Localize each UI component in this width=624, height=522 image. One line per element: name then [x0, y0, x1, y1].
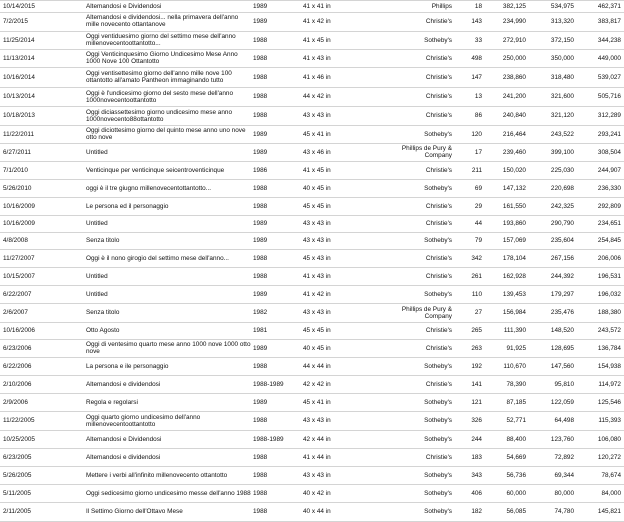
record-date: 2/9/2006 — [3, 398, 28, 406]
record-house: Phillips de Pury & Company — [401, 145, 452, 159]
record-date: 11/22/2005 — [3, 417, 35, 424]
record-date: 10/25/2005 — [3, 435, 35, 443]
record-house: Christie's — [425, 380, 452, 388]
record-title: Altemandosi e Dividendosi — [86, 435, 162, 443]
record-lot: 211 — [471, 166, 482, 174]
record-size: 43 x 43 in — [303, 237, 331, 244]
record-low-estimate: 240,840 — [502, 112, 526, 119]
record-lot: 13 — [474, 93, 482, 100]
record-title: Altemandosi e dividendosi... nella primavera dell'anno mille novecento ottantanove — [86, 14, 239, 28]
record-low-estimate: 161,550 — [502, 202, 526, 210]
table-row — [0, 357, 624, 376]
record-year: 1988 — [253, 362, 268, 370]
record-high-estimate: 350,000 — [550, 54, 574, 62]
record-date: 10/16/2009 — [3, 220, 35, 227]
record-date: 11/22/2011 — [3, 130, 35, 138]
record-lot: 261 — [471, 272, 482, 280]
record-date: 5/26/2005 — [3, 471, 32, 479]
record-high-estimate: 244,392 — [550, 272, 574, 280]
record-size: 43 x 43 in — [303, 309, 331, 316]
record-house: Sotheby's — [424, 184, 452, 192]
record-house: Christie's — [425, 453, 452, 461]
record-year: 1988 — [253, 489, 268, 497]
table-row — [0, 448, 624, 467]
record-lot: 326 — [471, 417, 482, 424]
table-row — [0, 249, 624, 268]
record-high-estimate: 123,760 — [550, 435, 574, 443]
record-lot: 33 — [474, 36, 482, 44]
record-high-estimate: 313,320 — [550, 17, 574, 25]
record-low-estimate: 162,928 — [502, 272, 526, 280]
record-title: Otto Agosto — [86, 327, 120, 334]
table-row — [0, 375, 624, 394]
table-row — [0, 322, 624, 340]
record-house: Christie's — [425, 220, 452, 227]
record-lot: 44 — [474, 220, 482, 227]
record-date: 10/16/2006 — [3, 327, 35, 334]
record-title: Oggi ventisettesimo giorno dell'anno mille nove 100 ottantotto all'amato Pantheon immaginando tutto — [86, 70, 232, 84]
record-lot: 183 — [471, 453, 482, 461]
record-lot: 406 — [471, 489, 482, 497]
record-title: Mettere i verbi all'infinito millenovecento ottantotto — [86, 471, 228, 479]
record-high-estimate: 534,975 — [550, 3, 574, 10]
record-low-estimate: 91,925 — [506, 344, 526, 352]
table-row — [0, 484, 624, 503]
record-low-estimate: 56,736 — [506, 471, 526, 479]
record-price: 206,006 — [597, 254, 621, 262]
record-high-estimate: 318,480 — [550, 73, 574, 81]
record-low-estimate: 272,910 — [502, 36, 526, 44]
record-date: 11/27/2007 — [3, 254, 35, 262]
record-low-estimate: 150,020 — [502, 166, 526, 174]
record-high-estimate: 64,498 — [554, 417, 574, 424]
record-title: Venticinque per venticinque seicentroventicinque — [86, 166, 225, 174]
record-price: 312,289 — [597, 112, 621, 119]
record-lot: 27 — [474, 309, 482, 316]
record-low-estimate: 110,670 — [503, 362, 526, 370]
record-house: Christie's — [425, 166, 452, 174]
record-year: 1988 — [253, 272, 268, 280]
record-year: 1988-1989 — [253, 435, 284, 443]
record-price: 383,817 — [597, 17, 621, 25]
record-house: Christie's — [425, 272, 452, 280]
record-title: Il Settimo Giorno dell'Ottavo Mese — [86, 508, 183, 515]
record-house: Phillips de Pury & Company — [401, 305, 452, 320]
table-row — [0, 49, 624, 68]
record-lot: 147 — [471, 73, 482, 81]
record-price: 505,716 — [597, 93, 621, 100]
record-year: 1989 — [253, 220, 268, 227]
record-year: 1988 — [253, 112, 268, 119]
record-date: 10/13/2014 — [3, 93, 35, 100]
record-lot: 79 — [474, 237, 482, 244]
record-high-estimate: 243,522 — [550, 130, 574, 138]
record-date: 2/11/2005 — [3, 508, 31, 515]
record-title: Oggi quarto giorno undicesimo dell'anno millenovecentoottantotto — [86, 413, 201, 428]
record-price: 188,380 — [597, 309, 621, 316]
table-row — [0, 161, 624, 180]
record-price: 196,032 — [597, 290, 621, 298]
record-year: 1986 — [253, 166, 268, 174]
record-lot: 143 — [471, 17, 482, 25]
record-low-estimate: 111,390 — [503, 327, 526, 334]
record-high-estimate: 225,030 — [550, 166, 574, 174]
record-size: 42 x 42 in — [303, 380, 331, 388]
record-lot: 29 — [474, 202, 482, 210]
record-price: 196,531 — [597, 272, 621, 280]
record-date: 7/2/2015 — [3, 17, 28, 25]
record-lot: 110 — [471, 290, 482, 298]
record-high-estimate: 321,600 — [550, 93, 574, 100]
record-price: 308,504 — [597, 148, 621, 156]
record-high-estimate: 220,698 — [550, 184, 574, 192]
record-lot: 498 — [471, 54, 482, 62]
record-price: 449,000 — [597, 54, 621, 62]
record-year: 1989 — [253, 130, 268, 138]
table-row — [0, 466, 624, 485]
record-date: 6/23/2006 — [3, 344, 32, 352]
record-date: 11/13/2014 — [3, 54, 35, 62]
record-low-estimate: 139,453 — [502, 290, 526, 298]
record-year: 1989 — [253, 344, 268, 352]
record-price: 292,809 — [597, 202, 621, 210]
record-size: 41 x 42 in — [303, 290, 331, 298]
record-low-estimate: 238,860 — [502, 73, 526, 81]
record-date: 7/1/2010 — [3, 166, 28, 174]
record-year: 1989 — [253, 148, 268, 156]
record-year: 1989 — [253, 290, 268, 298]
record-house: Phillips — [431, 3, 452, 10]
record-house: Sotheby's — [424, 471, 452, 479]
record-date: 2/6/2007 — [3, 309, 28, 316]
record-title: Oggi di ventesimo quarto mese anno 1000 nove 1000 otto nove — [86, 341, 251, 355]
record-house: Christie's — [425, 254, 452, 262]
record-title: Senza titolo — [86, 309, 120, 316]
record-title: Altemandosi e dividendosi — [86, 380, 161, 388]
record-high-estimate: 80,000 — [554, 489, 574, 497]
record-size: 41 x 43 in — [303, 272, 331, 280]
record-low-estimate: 88,400 — [506, 435, 526, 443]
table-row — [0, 125, 624, 144]
record-high-estimate: 147,560 — [550, 362, 574, 370]
record-price: 114,972 — [598, 380, 621, 388]
table-row — [0, 87, 624, 107]
record-high-estimate: 74,780 — [554, 508, 574, 515]
table-row — [0, 31, 624, 50]
record-date: 10/16/2009 — [3, 202, 35, 210]
record-year: 1988 — [253, 453, 268, 461]
record-high-estimate: 372,150 — [550, 36, 574, 44]
record-title: Untitled — [86, 148, 108, 156]
record-lot: 263 — [471, 344, 482, 352]
record-year: 1988 — [253, 54, 268, 62]
record-size: 44 x 42 in — [303, 93, 331, 100]
record-year: 1989 — [253, 237, 268, 244]
table-row — [0, 430, 624, 449]
table-row — [0, 339, 624, 358]
record-price: 84,000 — [601, 489, 621, 497]
record-low-estimate: 234,990 — [502, 17, 526, 25]
record-date: 6/22/2007 — [3, 290, 32, 298]
table-row — [0, 267, 624, 286]
record-date: 6/23/2005 — [3, 453, 32, 461]
record-year: 1988 — [253, 471, 268, 479]
record-year: 1982 — [253, 309, 268, 316]
record-title: Oggi è l'undicesimo giorno del sesto mese dell'anno 1000novecentoottantotto — [86, 89, 234, 104]
table-row — [0, 143, 624, 162]
record-title: Oggi è il nono girogio del settimo mese dell'anno... — [86, 254, 229, 262]
record-title: Oggi ventiduesimo giorno del settimo mese dell'anno millenovecentoottantotto... — [86, 33, 236, 47]
record-size: 43 x 43 in — [303, 112, 331, 119]
record-high-estimate: 235,476 — [550, 309, 574, 316]
record-size: 40 x 44 in — [303, 508, 331, 515]
record-low-estimate: 250,000 — [502, 54, 526, 62]
record-price: 120,272 — [597, 453, 621, 461]
record-title: Oggi diciassettesimo giorno undicesimo mese anno 1000novecento88ottantotto — [86, 108, 232, 123]
record-size: 40 x 42 in — [303, 489, 331, 497]
record-title: Altemandosi e Dividendosi — [86, 3, 162, 10]
record-date: 2/10/2006 — [3, 380, 32, 388]
record-year: 1988 — [253, 93, 268, 100]
table-row — [0, 285, 624, 304]
record-house: Christie's — [425, 112, 452, 119]
record-house: Christie's — [425, 344, 452, 352]
record-house: Christie's — [425, 54, 452, 62]
record-low-estimate: 52,771 — [506, 417, 526, 424]
record-low-estimate: 241,200 — [502, 93, 526, 100]
record-size: 41 x 46 in — [303, 73, 331, 81]
record-year: 1988 — [253, 202, 268, 210]
record-high-estimate: 148,520 — [550, 327, 574, 334]
record-size: 45 x 43 in — [303, 254, 331, 262]
record-size: 41 x 44 in — [303, 453, 331, 461]
table-row — [0, 67, 624, 88]
record-size: 45 x 45 in — [303, 202, 331, 210]
record-date: 10/18/2013 — [3, 112, 35, 119]
record-low-estimate: 178,104 — [502, 254, 526, 262]
record-high-estimate: 290,790 — [550, 220, 574, 227]
record-high-estimate: 72,892 — [554, 453, 574, 461]
record-house: Christie's — [425, 327, 452, 334]
record-house: Sotheby's — [424, 290, 452, 298]
record-size: 41 x 43 in — [303, 54, 331, 62]
record-size: 41 x 42 in — [303, 17, 331, 25]
table-row — [0, 303, 624, 323]
record-price: 106,080 — [597, 435, 621, 443]
record-high-estimate: 321,120 — [550, 112, 574, 119]
record-house: Sotheby's — [424, 130, 452, 138]
table-row — [0, 179, 624, 198]
record-size: 41 x 45 in — [303, 166, 331, 174]
record-house: Sotheby's — [424, 362, 452, 370]
record-low-estimate: 147,132 — [502, 184, 526, 192]
record-title: Untitled — [86, 272, 108, 280]
record-year: 1989 — [253, 17, 268, 25]
record-lot: 192 — [471, 362, 482, 370]
record-size: 43 x 43 in — [303, 220, 331, 227]
record-high-estimate: 128,695 — [550, 344, 574, 352]
record-price: 293,241 — [597, 130, 621, 138]
record-date: 6/22/2006 — [3, 362, 32, 370]
record-date: 10/16/2014 — [3, 73, 35, 81]
record-lot: 120 — [471, 130, 482, 138]
record-high-estimate: 399,100 — [550, 148, 574, 156]
table-row — [0, 393, 624, 412]
record-lot: 18 — [474, 3, 482, 10]
table-row — [0, 197, 624, 216]
record-price: 244,907 — [597, 166, 621, 174]
record-date: 6/27/2011 — [3, 148, 31, 156]
table-row — [0, 411, 624, 431]
record-year: 1988 — [253, 36, 268, 44]
record-year: 1988 — [253, 184, 268, 192]
record-low-estimate: 78,390 — [506, 380, 526, 388]
record-year: 1981 — [253, 327, 268, 334]
record-high-estimate: 235,604 — [550, 237, 574, 244]
record-price: 462,371 — [597, 3, 621, 10]
record-high-estimate: 122,059 — [550, 398, 574, 406]
record-house: Sotheby's — [424, 398, 452, 406]
record-size: 40 x 45 in — [303, 184, 331, 192]
record-title: Oggi Venticinquesimo Giorno Undicesimo Mese Anno 1000 Nove 100 Ottantotto — [86, 51, 238, 65]
record-low-estimate: 216,464 — [502, 130, 526, 138]
record-house: Sotheby's — [424, 237, 452, 244]
record-year: 1988 — [253, 254, 268, 262]
record-title: oggi è il tre giugno millenovecentottantotto... — [86, 184, 212, 192]
record-price: 78,674 — [601, 471, 621, 479]
record-lot: 343 — [471, 471, 482, 479]
record-high-estimate: 95,810 — [554, 380, 574, 388]
record-low-estimate: 54,669 — [506, 453, 526, 461]
record-title: Oggi diciottesimo giorno del quinto mese anno uno nove otto nove — [86, 127, 246, 141]
record-lot: 182 — [471, 508, 482, 515]
record-size: 41 x 45 in — [303, 36, 331, 44]
record-size: 43 x 43 in — [303, 471, 331, 479]
record-house: Christie's — [425, 93, 452, 100]
record-house: Christie's — [425, 17, 452, 25]
record-price: 539,027 — [597, 73, 621, 81]
record-price: 344,238 — [597, 36, 621, 44]
record-lot: 265 — [471, 327, 482, 334]
record-low-estimate: 156,984 — [502, 309, 526, 316]
record-price: 243,572 — [597, 327, 621, 334]
record-year: 1988 — [253, 73, 268, 81]
record-title: Le persona ed il personaggio — [86, 202, 169, 210]
record-date: 10/15/2007 — [3, 272, 35, 280]
record-lot: 244 — [471, 435, 482, 443]
record-high-estimate: 242,325 — [550, 202, 574, 210]
record-low-estimate: 56,085 — [506, 508, 526, 515]
record-size: 43 x 46 in — [303, 148, 331, 156]
record-lot: 121 — [471, 398, 482, 406]
record-size: 45 x 45 in — [303, 327, 331, 334]
record-date: 4/8/2008 — [3, 237, 28, 244]
record-low-estimate: 382,125 — [502, 3, 526, 10]
record-price: 254,845 — [597, 237, 621, 244]
record-lot: 17 — [474, 148, 482, 156]
record-title: Regola e regolarsi — [86, 398, 138, 406]
record-price: 154,938 — [597, 362, 621, 370]
table-row — [0, 502, 624, 522]
table-row — [0, 106, 624, 126]
record-year: 1988-1989 — [253, 380, 284, 388]
record-size: 41 x 41 in — [303, 3, 331, 10]
record-title: La persona e ile personaggio — [86, 362, 169, 370]
record-house: Sotheby's — [424, 508, 452, 515]
record-lot: 141 — [471, 380, 482, 388]
record-size: 44 x 44 in — [303, 362, 331, 370]
record-size: 43 x 43 in — [303, 417, 331, 424]
record-low-estimate: 239,460 — [502, 148, 526, 156]
record-title: Untitled — [86, 220, 108, 227]
record-house: Christie's — [425, 202, 452, 210]
record-title: Altemandosi e dividendosi — [86, 453, 161, 461]
record-size: 45 x 41 in — [303, 398, 331, 406]
record-year: 1988 — [253, 417, 268, 424]
table-row — [0, 11, 624, 32]
record-date: 5/26/2010 — [3, 184, 32, 192]
record-date: 10/14/2015 — [3, 3, 35, 10]
record-title: Senza titolo — [86, 237, 120, 244]
record-low-estimate: 60,000 — [506, 489, 526, 497]
record-lot: 86 — [474, 112, 482, 119]
record-house: Christie's — [425, 73, 452, 81]
record-house: Sotheby's — [424, 36, 452, 44]
record-low-estimate: 193,860 — [502, 220, 526, 227]
record-size: 42 x 44 in — [303, 435, 331, 443]
table-row — [0, 232, 624, 250]
record-size: 40 x 45 in — [303, 344, 331, 352]
record-price: 145,821 — [597, 508, 621, 515]
record-high-estimate: 179,297 — [550, 290, 574, 298]
record-year: 1989 — [253, 398, 268, 406]
record-price: 236,330 — [597, 184, 621, 192]
record-high-estimate: 69,344 — [554, 471, 574, 479]
record-house: Sotheby's — [424, 489, 452, 497]
record-price: 136,784 — [597, 344, 621, 352]
record-high-estimate: 267,156 — [550, 254, 574, 262]
record-lot: 342 — [471, 254, 482, 262]
record-price: 234,651 — [597, 220, 621, 227]
record-date: 5/11/2005 — [3, 489, 31, 497]
record-lot: 69 — [474, 184, 482, 192]
table-row — [0, 215, 624, 233]
record-date: 11/25/2014 — [3, 36, 35, 44]
record-title: Untitled — [86, 290, 108, 298]
record-price: 115,393 — [598, 417, 621, 424]
record-price: 125,546 — [597, 398, 621, 406]
record-size: 45 x 41 in — [303, 130, 331, 138]
record-house: Sotheby's — [424, 435, 452, 443]
record-year: 1989 — [253, 3, 268, 10]
record-house: Sotheby's — [424, 417, 452, 424]
record-low-estimate: 157,069 — [502, 237, 526, 244]
record-low-estimate: 87,185 — [506, 398, 526, 406]
record-title: Oggi sedicesimo giorno undicesimo messe dell'anno 1988 — [86, 489, 251, 497]
record-year: 1988 — [253, 508, 268, 515]
